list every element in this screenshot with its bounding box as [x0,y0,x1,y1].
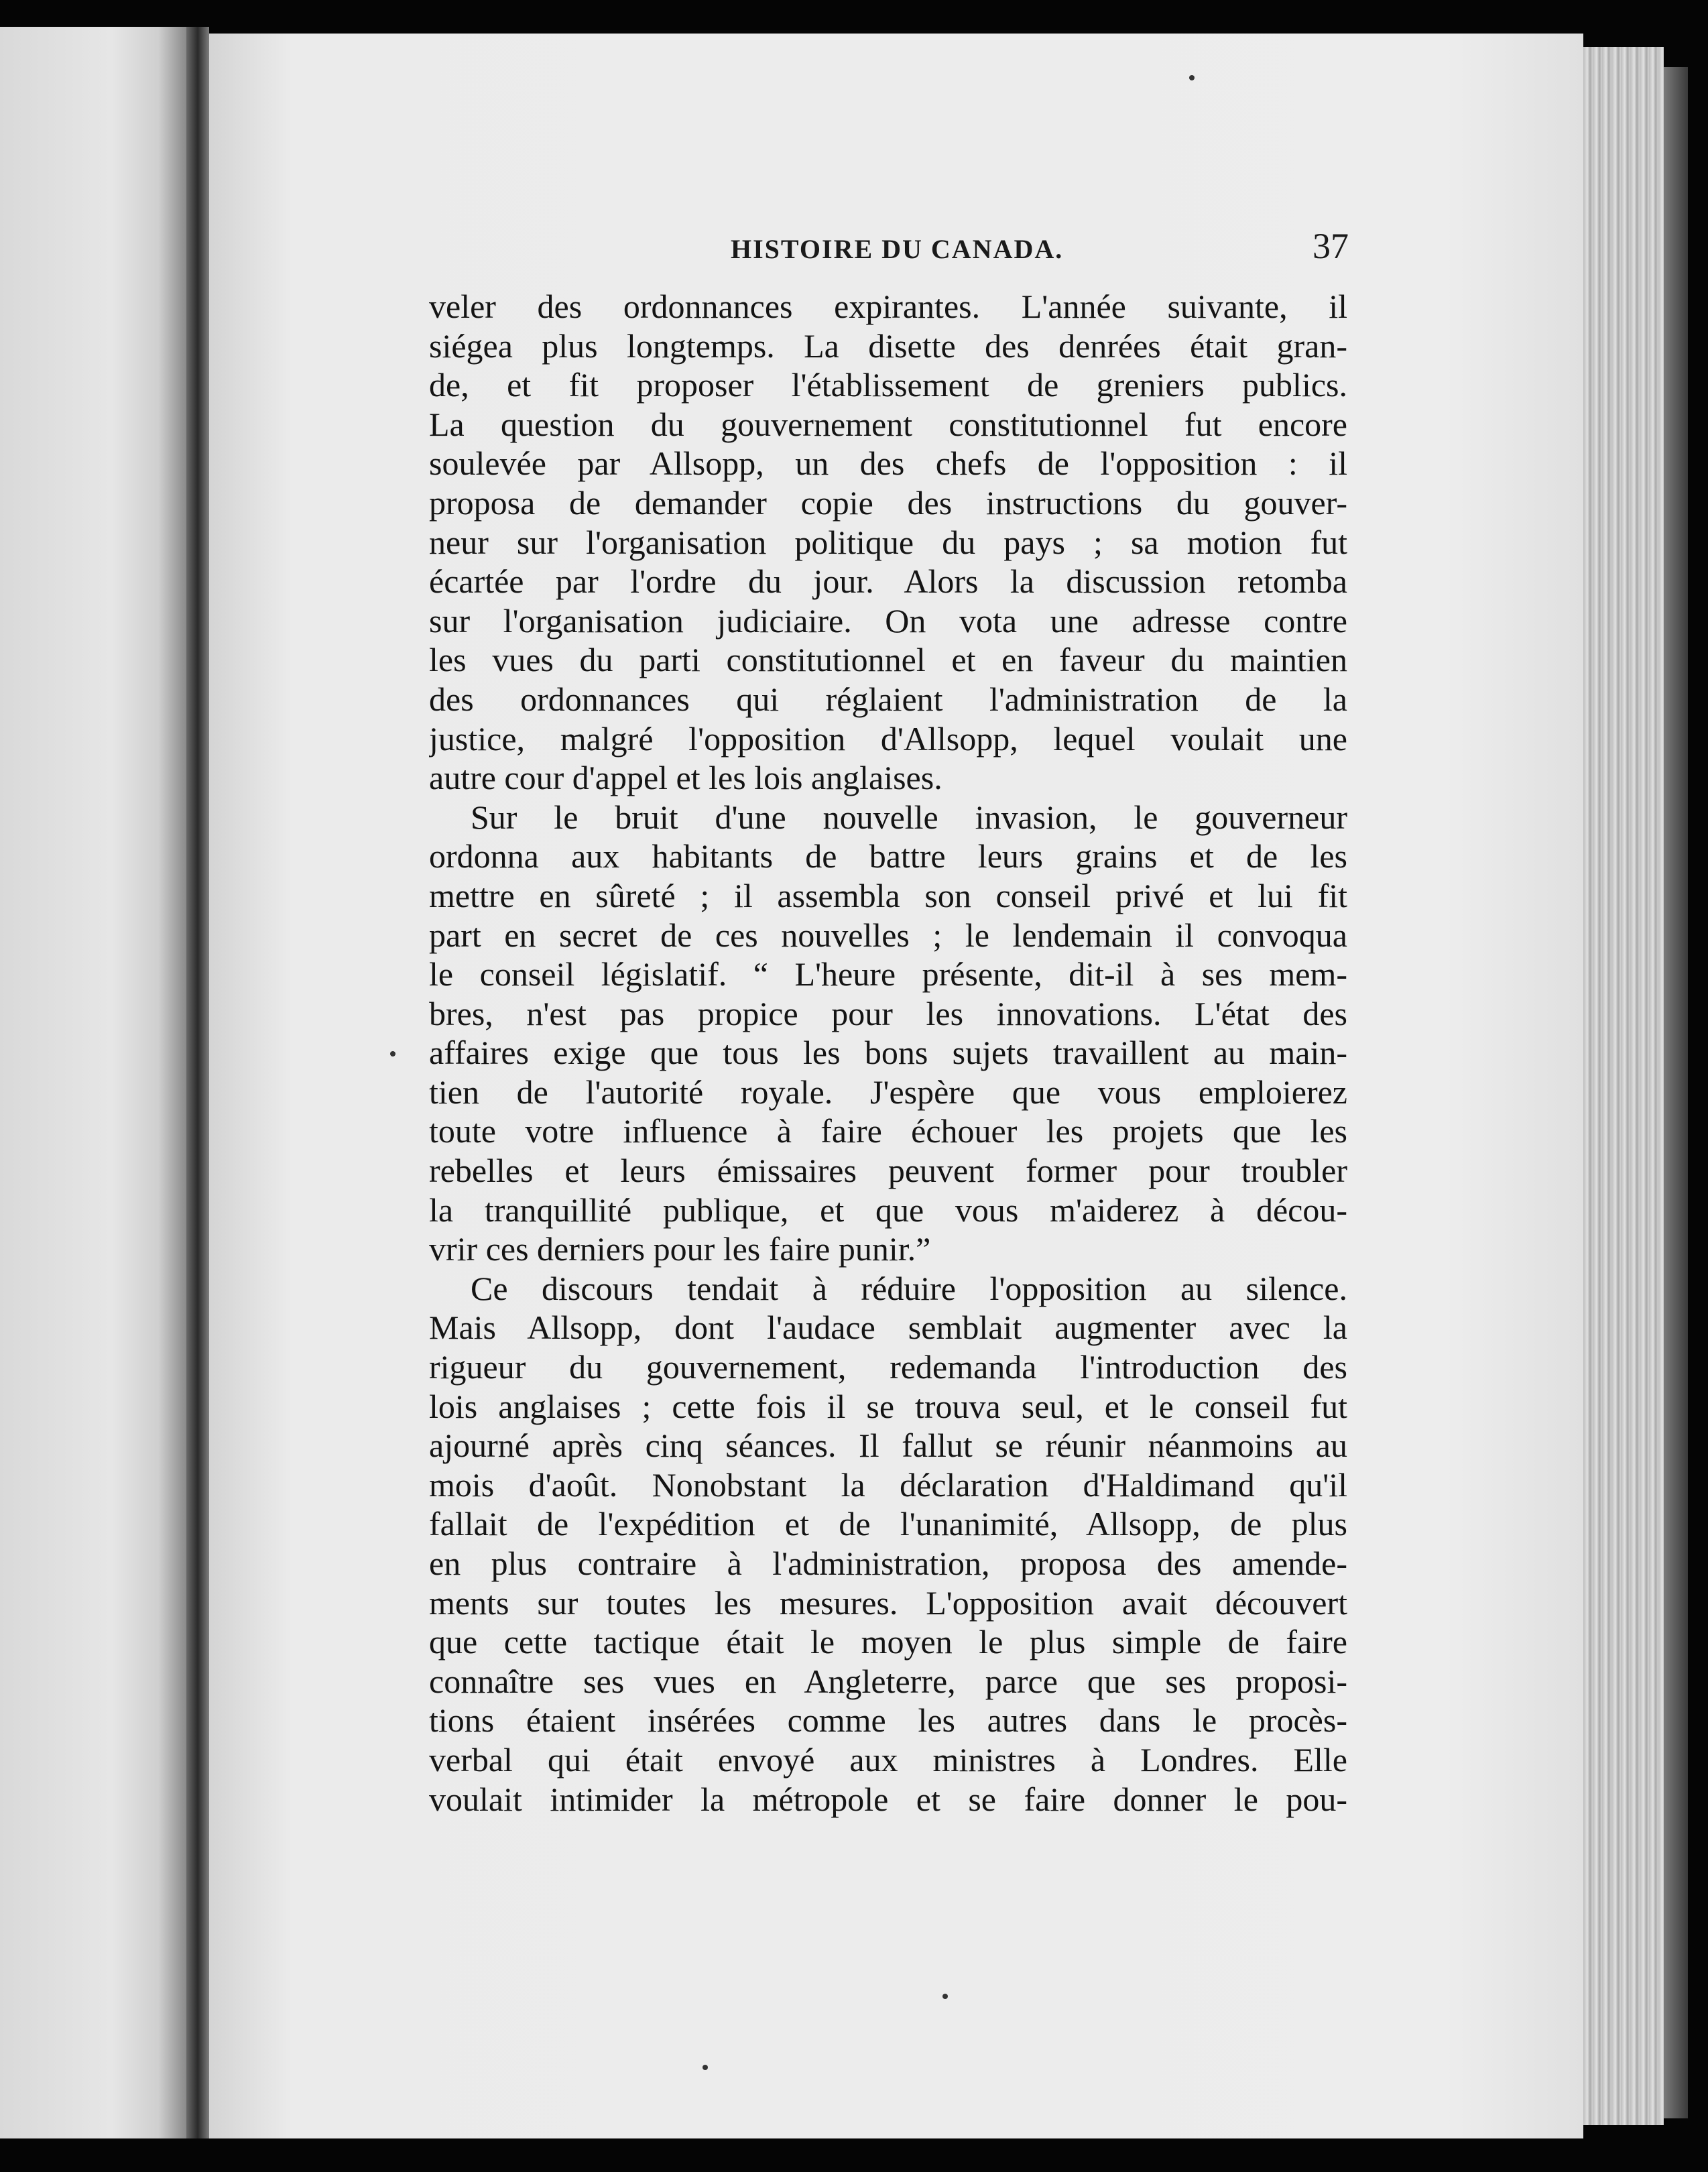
text-line: ajourné après cinq séances. Il fallut se réunir néanmoins au [429,1427,1347,1465]
text-line: des ordonnances qui réglaient l'administration de la [429,680,1347,718]
scan-speck [390,1051,395,1057]
text-line: La question du gouvernement constitutionnel fut encore [429,405,1347,443]
text-line: verbal qui était envoyé aux ministres à Londres. Elle [429,1740,1347,1778]
paragraph-end-line: autre cour d'appel et les lois anglaises. [429,759,942,797]
paragraph-start-line: Sur le bruit d'une nouvelle invasion, le gouverneur [471,798,1347,836]
scan-speck [703,2065,708,2070]
paragraph-start-line: Ce discours tendait à réduire l'opposition au silence. [471,1269,1347,1307]
text-line: siégea plus longtemps. La disette des denrées était gran- [429,326,1347,365]
text-line: en plus contraire à l'administration, proposa des amende- [429,1545,1347,1582]
text-line: ments sur toutes les mesures. L'opposition avait découvert [429,1583,1347,1622]
text-line: connaître ses vues en Angleterre, parce que ses proposi- [429,1662,1347,1700]
text-line: justice, malgré l'opposition d'Allsopp, lequel voulait une [429,719,1347,758]
text-line: fallait de l'expédition et de l'unanimité, Allsopp, de plus [429,1505,1347,1543]
text-line: mettre en sûreté ; il assembla son conseil privé et lui fit [429,876,1347,914]
book-gutter [186,27,209,2138]
text-line: toute votre influence à faire échouer les projets que les [429,1112,1347,1150]
paragraph-end-line: vrir ces derniers pour les faire punir.” [429,1230,931,1268]
running-title: HISTOIRE DU CANADA. [731,234,1064,264]
text-line: rigueur du gouvernement, redemanda l'introduction des [429,1348,1347,1386]
text-line: tions étaient insérées comme les autres dans le procès- [429,1701,1347,1740]
text-line: rebelles et leurs émissaires peuvent former pour troubler [429,1152,1347,1190]
text-line: le conseil législatif. “ L'heure présente, dit-il à ses mem- [429,955,1347,993]
text-line: lois anglaises ; cette fois il se trouva seul, et le conseil fut [429,1387,1347,1425]
text-line: affaires exige que tous les bons sujets travaillent au main- [429,1034,1347,1072]
text-line: mois d'août. Nonobstant la déclaration d'Haldimand qu'il [429,1465,1347,1504]
text-line: la tranquillité publique, et que vous m'aiderez à décou- [429,1191,1347,1229]
scan-speck [942,1994,948,1999]
text-line: soulevée par Allsopp, un des chefs de l'opposition : il [429,444,1347,483]
text-line: neur sur l'organisation politique du pays ; sa motion fut [429,523,1347,561]
text-line: Mais Allsopp, dont l'audace semblait augmenter avec la [429,1309,1347,1347]
text-line: de, et fit proposer l'établissement de greniers publics. [429,366,1347,404]
text-line: que cette tactique était le moyen le plus simple de faire [429,1623,1347,1661]
text-line: bres, n'est pas propice pour les innovations. L'état des [429,994,1347,1032]
text-line: sur l'organisation judiciaire. On vota une adresse contre [429,601,1347,640]
facing-page-edge [0,27,186,2138]
text-line: les vues du parti constitutionnel et en faveur du maintien [429,641,1347,679]
text-line: voulait intimider la métropole et se faire donner le pou- [429,1780,1347,1818]
text-line: part en secret de ces nouvelles ; le lendemain il convoqua [429,916,1347,954]
page-block-edges [1583,47,1664,2125]
body-text [429,287,1347,1819]
scan-speck [1189,75,1195,80]
text-line: tien de l'autorité royale. J'espère que vous emploierez [429,1073,1347,1111]
page-number: 37 [1313,226,1349,266]
text-line: ordonna aux habitants de battre leurs grains et de les [429,837,1347,876]
text-line: proposa de demander copie des instructions du gouver- [429,483,1347,522]
text-line: veler des ordonnances expirantes. L'année suivante, il [429,288,1347,325]
cover-edge [1664,67,1688,2118]
text-line: écartée par l'ordre du jour. Alors la discussion retomba [429,562,1347,601]
